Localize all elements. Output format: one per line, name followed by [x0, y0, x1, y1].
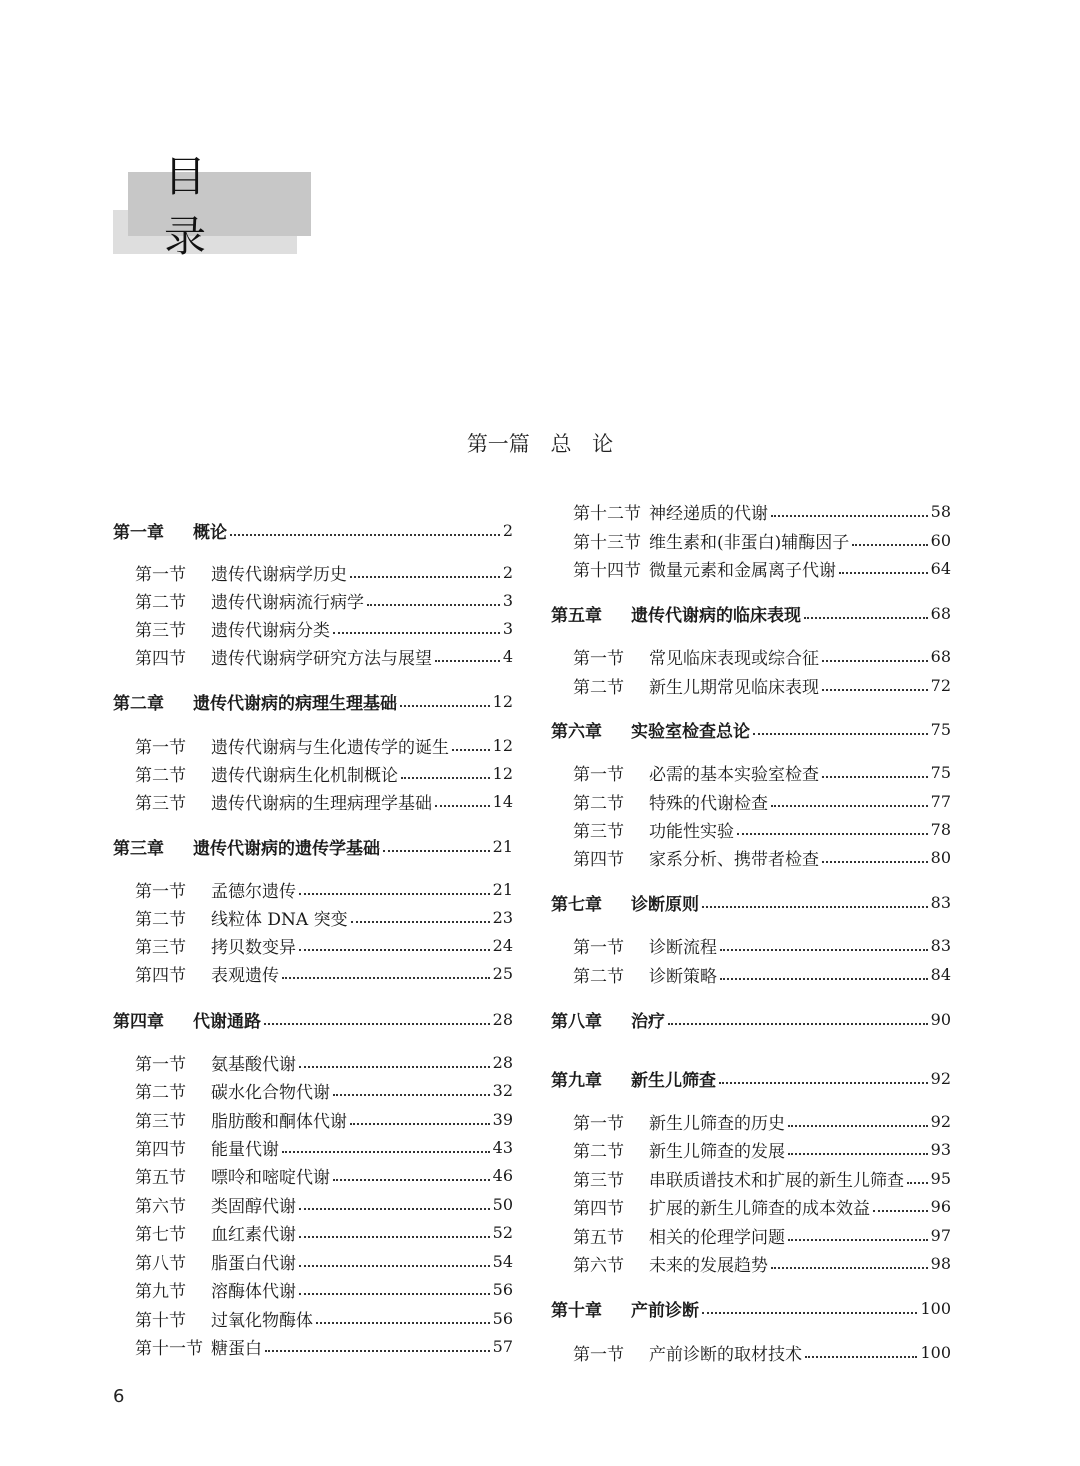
toc-section-entry[interactable]: [551, 527, 951, 553]
toc-entry-number: 第三章: [113, 838, 164, 859]
toc-entry-number: 第四节: [135, 965, 186, 986]
toc-entry-number: 第三节: [135, 793, 186, 814]
toc-entry-number: 第二节: [135, 909, 186, 930]
toc-entry-page: 3: [502, 590, 513, 610]
toc-section-entry[interactable]: [113, 587, 513, 613]
dot-leader: [737, 833, 928, 835]
toc-entry-title: 遗传代谢病的生理病理学基础: [211, 793, 432, 814]
dot-leader: [299, 949, 490, 951]
toc-section-entry[interactable]: [113, 1191, 513, 1217]
toc-entry-number: 第十三节: [573, 532, 641, 553]
toc-section-entry[interactable]: [113, 760, 513, 786]
dot-leader: [299, 1236, 490, 1238]
toc-entry-page: 21: [492, 836, 513, 856]
toc-entry-number: 第四章: [113, 1011, 164, 1032]
toc-entry-number: 第六章: [551, 721, 602, 742]
toc-entry-number: 第一节: [573, 648, 624, 669]
toc-entry-number: 第五节: [573, 1227, 624, 1248]
toc-entry-title: 功能性实验: [649, 821, 734, 842]
toc-entry-title: 代谢通路: [193, 1011, 261, 1032]
dot-leader: [788, 1239, 928, 1241]
toc-entry-page: 80: [930, 847, 951, 867]
toc-section-entry[interactable]: [551, 555, 951, 581]
toc-section-entry[interactable]: [113, 1049, 513, 1075]
toc-entry-page: 39: [492, 1109, 513, 1129]
toc-entry-number: 第九章: [551, 1070, 602, 1091]
dot-leader: [230, 534, 500, 536]
dot-leader: [367, 604, 500, 606]
toc-entry-number: 第七节: [135, 1224, 186, 1245]
toc-section-entry[interactable]: [551, 498, 951, 524]
toc-entry-title: 未来的发展趋势: [649, 1255, 768, 1276]
toc-entry-number: 第六节: [135, 1196, 186, 1217]
toc-entry-page: 12: [492, 735, 513, 755]
toc-entry-number: 第三节: [573, 821, 624, 842]
dot-leader: [852, 544, 927, 546]
dot-leader: [383, 850, 490, 852]
toc-entry-title: 脂肪酸和酮体代谢: [211, 1111, 347, 1132]
toc-entry-title: 血红素代谢: [211, 1224, 296, 1245]
toc-entry-title: 新生儿期常见临床表现: [649, 677, 819, 698]
toc-section-entry[interactable]: [551, 1136, 951, 1162]
dot-leader: [668, 1023, 928, 1025]
toc-entry-page: 92: [930, 1068, 951, 1088]
toc-entry-title: 遗传代谢病学研究方法与展望: [211, 648, 432, 669]
toc-entry-title: 碳水化合物代谢: [211, 1082, 330, 1103]
toc-chapter-entry[interactable]: [551, 1065, 951, 1091]
toc-section-entry[interactable]: [113, 1106, 513, 1132]
toc-entry-title: 神经递质的代谢: [649, 503, 768, 524]
toc-entry-page: 60: [930, 530, 951, 550]
toc-entry-number: 第十节: [135, 1310, 186, 1331]
toc-entry-page: 75: [930, 762, 951, 782]
toc-entry-title: 表观遗传: [211, 965, 279, 986]
dot-leader: [822, 776, 928, 778]
toc-chapter-entry[interactable]: [551, 1006, 951, 1032]
toc-entry-title: 遗传代谢病分类: [211, 620, 330, 641]
dot-leader: [351, 921, 490, 923]
toc-entry-title: 拷贝数变异: [211, 937, 296, 958]
toc-chapter-entry[interactable]: [551, 600, 951, 626]
toc-entry-page: 28: [492, 1052, 513, 1072]
toc-entry-page: 78: [930, 819, 951, 839]
toc-entry-number: 第二节: [573, 793, 624, 814]
toc-entry-page: 54: [492, 1251, 513, 1271]
toc-entry-title: 线粒体 DNA 突变: [211, 909, 348, 930]
toc-entry-title: 嘌呤和嘧啶代谢: [211, 1167, 330, 1188]
toc-entry-page: 77: [930, 791, 951, 811]
toc-entry-title: 遗传代谢病的病理生理基础: [193, 693, 397, 714]
toc-entry-number: 第一节: [573, 937, 624, 958]
toc-entry-title: 产前诊断: [631, 1300, 699, 1321]
toc-entry-title: 溶酶体代谢: [211, 1281, 296, 1302]
toc-entry-title: 常见临床表现或综合征: [649, 648, 819, 669]
toc-entry-number: 第四节: [135, 648, 186, 669]
page-title: 目: [128, 172, 311, 236]
toc-entry-number: 第三节: [135, 937, 186, 958]
dot-leader: [771, 1267, 928, 1269]
toc-entry-title: 串联质谱技术和扩展的新生儿筛查: [649, 1170, 904, 1191]
dot-leader: [350, 576, 500, 578]
toc-entry-number: 第一节: [135, 881, 186, 902]
toc-entry-page: 21: [492, 879, 513, 899]
toc-entry-number: 第九节: [135, 1281, 186, 1302]
toc-section-entry[interactable]: [113, 1134, 513, 1160]
toc-section-entry[interactable]: [551, 932, 951, 958]
toc-section-entry[interactable]: [551, 672, 951, 698]
toc-entry-title: 遗传代谢病的遗传学基础: [193, 838, 380, 859]
toc-entry-number: 第四节: [573, 1198, 624, 1219]
toc-entry-title: 维生素和(非蛋白)辅酶因子: [649, 532, 850, 553]
toc-entry-title: 产前诊断的取材技术: [649, 1344, 802, 1365]
dot-leader: [435, 805, 490, 807]
toc-section-entry[interactable]: [551, 1108, 951, 1134]
dot-leader: [839, 572, 928, 574]
toc-entry-title: 类固醇代谢: [211, 1196, 296, 1217]
toc-section-entry[interactable]: [113, 1276, 513, 1302]
toc-section-entry[interactable]: [551, 1165, 951, 1191]
dot-leader: [299, 893, 490, 895]
dot-leader: [400, 705, 490, 707]
toc-entry-title: 脂蛋白代谢: [211, 1253, 296, 1274]
dot-leader: [316, 1322, 490, 1324]
toc-entry-title: 微量元素和金属离子代谢: [649, 560, 836, 581]
toc-entry-number: 第五节: [135, 1167, 186, 1188]
dot-leader: [299, 1066, 490, 1068]
toc-chapter-entry[interactable]: [113, 688, 513, 714]
toc-section-entry[interactable]: [113, 932, 513, 958]
toc-entry-page: 24: [492, 935, 513, 955]
toc-entry-page: 52: [492, 1222, 513, 1242]
dot-leader: [720, 978, 928, 980]
toc-entry-page: 93: [930, 1139, 951, 1159]
toc-entry-page: 68: [930, 603, 951, 623]
toc-entry-number: 第十章: [551, 1300, 602, 1321]
toc-entry-page: 97: [930, 1225, 951, 1245]
dot-leader: [805, 1356, 917, 1358]
toc-entry-number: 第十二节: [573, 503, 641, 524]
toc-entry-title: 实验室检查总论: [631, 721, 750, 742]
toc-entry-title: 概论: [193, 522, 227, 543]
toc-section-entry[interactable]: [551, 759, 951, 785]
toc-entry-page: 57: [492, 1336, 513, 1356]
toc-entry-number: 第一节: [135, 564, 186, 585]
toc-section-entry[interactable]: [113, 1333, 513, 1359]
toc-entry-title: 孟德尔遗传: [211, 881, 296, 902]
dot-leader: [822, 660, 928, 662]
toc-entry-number: 第三节: [135, 1111, 186, 1132]
toc-entry-title: 新生儿筛查的发展: [649, 1141, 785, 1162]
toc-entry-page: 95: [930, 1168, 951, 1188]
toc-entry-title: 新生儿筛查: [631, 1070, 716, 1091]
dot-leader: [333, 1179, 490, 1181]
dot-leader: [822, 689, 928, 691]
toc-chapter-entry[interactable]: [551, 889, 951, 915]
toc-entry-title: 遗传代谢病的临床表现: [631, 605, 801, 626]
dot-leader: [299, 1208, 490, 1210]
dot-leader: [452, 749, 490, 751]
toc-entry-title: 遗传代谢病生化机制概论: [211, 765, 398, 786]
toc-entry-page: 96: [930, 1196, 951, 1216]
toc-entry-page: 12: [492, 691, 513, 711]
dot-leader: [804, 617, 928, 619]
toc-section-entry[interactable]: [113, 615, 513, 641]
toc-section-entry[interactable]: [551, 1222, 951, 1248]
dot-leader: [719, 1082, 928, 1084]
toc-section-entry[interactable]: [113, 1162, 513, 1188]
toc-entry-title: 糖蛋白: [211, 1338, 262, 1359]
toc-entry-title: 诊断流程: [649, 937, 717, 958]
toc-entry-page: 75: [930, 719, 951, 739]
dot-leader: [350, 1123, 490, 1125]
toc-entry-number: 第一节: [573, 1344, 624, 1365]
toc-entry-page: 43: [492, 1137, 513, 1157]
toc-entry-number: 第三节: [573, 1170, 624, 1191]
toc-entry-number: 第四节: [573, 849, 624, 870]
toc-entry-number: 第二节: [573, 966, 624, 987]
dot-leader: [907, 1182, 928, 1184]
toc-entry-page: 32: [492, 1080, 513, 1100]
toc-entry-page: 50: [492, 1194, 513, 1214]
toc-entry-title: 能量代谢: [211, 1139, 279, 1160]
toc-entry-title: 相关的伦理学问题: [649, 1227, 785, 1248]
toc-entry-number: 第二节: [135, 592, 186, 613]
dot-leader: [873, 1210, 928, 1212]
toc-section-entry[interactable]: [551, 816, 951, 842]
dot-leader: [282, 977, 490, 979]
toc-entry-page: 68: [930, 646, 951, 666]
dot-leader: [771, 515, 928, 517]
toc-entry-page: 72: [930, 675, 951, 695]
dot-leader: [771, 805, 928, 807]
toc-entry-number: 第一节: [573, 1113, 624, 1134]
toc-entry-title: 诊断原则: [631, 894, 699, 915]
toc-section-entry[interactable]: [551, 1193, 951, 1219]
toc-entry-page: 14: [492, 791, 513, 811]
toc-entry-page: 56: [492, 1308, 513, 1328]
toc-entry-number: 第一节: [573, 764, 624, 785]
toc-entry-page: 83: [930, 892, 951, 912]
toc-entry-page: 58: [930, 501, 951, 521]
dot-leader: [702, 906, 928, 908]
toc-entry-page: 56: [492, 1279, 513, 1299]
page-number: 6: [113, 1386, 125, 1407]
toc-section-entry[interactable]: [551, 1250, 951, 1276]
toc-entry-number: 第五章: [551, 605, 602, 626]
toc-entry-number: 第三节: [135, 620, 186, 641]
dot-leader: [299, 1265, 490, 1267]
toc-entry-title: 必需的基本实验室检查: [649, 764, 819, 785]
toc-entry-title: 家系分析、携带者检查: [649, 849, 819, 870]
toc-section-entry[interactable]: [113, 1248, 513, 1274]
dot-leader: [788, 1153, 928, 1155]
toc-entry-page: 28: [492, 1009, 513, 1029]
toc-entry-title: 遗传代谢病与生化遗传学的诞生: [211, 737, 449, 758]
toc-section-entry[interactable]: [113, 559, 513, 585]
toc-entry-number: 第二节: [573, 677, 624, 698]
toc-section-entry[interactable]: [113, 1077, 513, 1103]
toc-entry-number: 第一节: [135, 1054, 186, 1075]
toc-section-entry[interactable]: [113, 732, 513, 758]
toc-entry-number: 第一节: [135, 737, 186, 758]
toc-entry-title: 遗传代谢病流行病学: [211, 592, 364, 613]
toc-section-entry[interactable]: [551, 1339, 951, 1365]
dot-leader: [333, 1094, 490, 1096]
toc-section-entry[interactable]: [113, 1219, 513, 1245]
toc-entry-number: 第二节: [135, 1082, 186, 1103]
dot-leader: [788, 1125, 928, 1127]
toc-section-entry[interactable]: [551, 643, 951, 669]
toc-entry-page: 46: [492, 1165, 513, 1185]
dot-leader: [822, 861, 928, 863]
toc-entry-page: 3: [502, 618, 513, 638]
toc-section-entry[interactable]: [113, 876, 513, 902]
toc-section-entry[interactable]: [113, 960, 513, 986]
toc-entry-number: 第二节: [135, 765, 186, 786]
toc-entry-title: 氨基酸代谢: [211, 1054, 296, 1075]
dot-leader: [264, 1023, 490, 1025]
toc-entry-title: 诊断策略: [649, 966, 717, 987]
toc-section-entry[interactable]: [113, 788, 513, 814]
toc-section-entry[interactable]: [551, 961, 951, 987]
toc-entry-page: 2: [502, 520, 513, 540]
toc-entry-page: 4: [502, 646, 513, 666]
toc-entry-title: 遗传代谢病学历史: [211, 564, 347, 585]
toc-chapter-entry[interactable]: [551, 716, 951, 742]
dot-leader: [720, 949, 928, 951]
toc-entry-title: 扩展的新生儿筛查的成本效益: [649, 1198, 870, 1219]
toc-entry-page: 12: [492, 763, 513, 783]
toc-entry-number: 第六节: [573, 1255, 624, 1276]
toc-section-entry[interactable]: [113, 1305, 513, 1331]
toc-entry-number: 第一章: [113, 522, 164, 543]
toc-chapter-entry[interactable]: [113, 833, 513, 859]
toc-entry-number: 第二节: [573, 1141, 624, 1162]
toc-chapter-entry[interactable]: [551, 1295, 951, 1321]
toc-section-entry[interactable]: [551, 788, 951, 814]
toc-entry-title: 新生儿筛查的历史: [649, 1113, 785, 1134]
toc-entry-number: 第四节: [135, 1139, 186, 1160]
toc-section-entry[interactable]: [113, 904, 513, 930]
toc-entry-number: 第八节: [135, 1253, 186, 1274]
part-title: 第一篇 总 论: [466, 432, 614, 456]
dot-leader: [282, 1151, 490, 1153]
toc-entry-page: 25: [492, 963, 513, 983]
toc-entry-page: 2: [502, 562, 513, 582]
dot-leader: [333, 632, 500, 634]
dot-leader: [401, 777, 490, 779]
toc-entry-page: 100: [920, 1298, 951, 1318]
toc-entry-page: 83: [930, 935, 951, 955]
toc-section-entry[interactable]: [551, 844, 951, 870]
toc-chapter-entry[interactable]: [113, 517, 513, 543]
toc-entry-page: 64: [930, 558, 951, 578]
dot-leader: [435, 660, 500, 662]
dot-leader: [299, 1293, 490, 1295]
toc-entry-page: 92: [930, 1111, 951, 1131]
toc-entry-number: 第八章: [551, 1011, 602, 1032]
dot-leader: [753, 733, 928, 735]
toc-entry-number: 第二章: [113, 693, 164, 714]
toc-entry-page: 90: [930, 1009, 951, 1029]
dot-leader: [702, 1312, 917, 1314]
toc-entry-page: 23: [492, 907, 513, 927]
toc-entry-number: 第十四节: [573, 560, 641, 581]
toc-chapter-entry[interactable]: [113, 1006, 513, 1032]
toc-entry-number: 第七章: [551, 894, 602, 915]
toc-entry-title: 特殊的代谢检查: [649, 793, 768, 814]
toc-entry-number: 第十一节: [135, 1338, 203, 1359]
toc-entry-title: 治疗: [631, 1011, 665, 1032]
toc-entry-page: 84: [930, 964, 951, 984]
toc-entry-page: 98: [930, 1253, 951, 1273]
toc-entry-title: 过氧化物酶体: [211, 1310, 313, 1331]
dot-leader: [265, 1350, 490, 1352]
toc-entry-page: 100: [920, 1342, 951, 1362]
toc-section-entry[interactable]: [113, 643, 513, 669]
